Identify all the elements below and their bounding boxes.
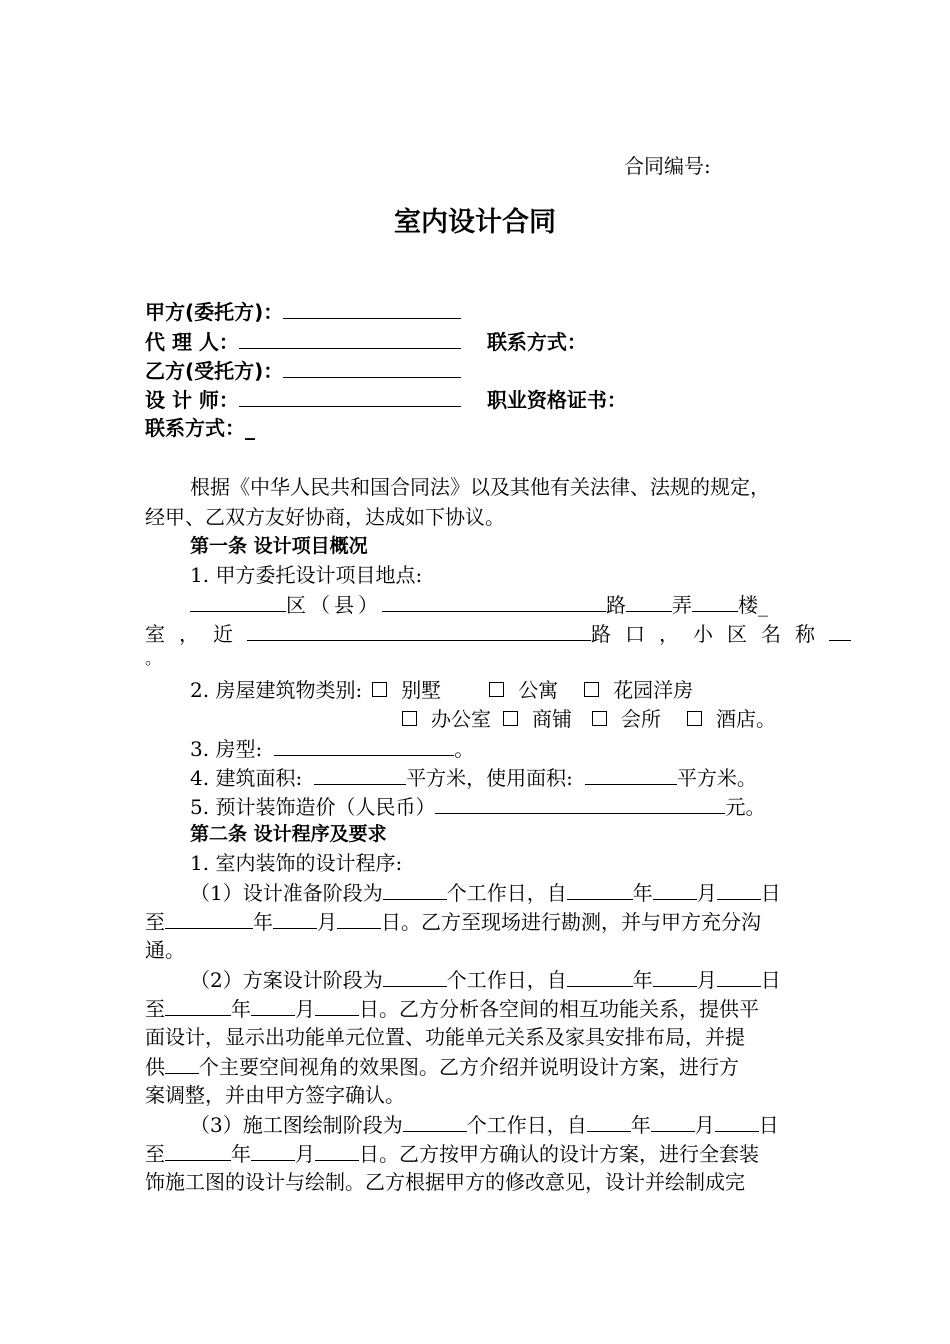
stage-1-end-day-blank xyxy=(337,906,381,929)
stage-3-label: （3）施工图绘制阶段为 xyxy=(190,1113,403,1137)
stage-2-row-3: 面设计，显示出功能单元位置、功能单元关系及家具安排布局，并提 xyxy=(145,1025,745,1049)
stage-2-days-blank xyxy=(383,964,447,987)
stage-3-end-month-label: 月 xyxy=(295,1142,315,1166)
stage-2-views-text: 个主要空间视角的效果图。乙方介绍并说明设计方案，进行方 xyxy=(199,1055,739,1079)
stage-2-to-label: 至 xyxy=(145,997,165,1021)
stage-2-start-year-blank xyxy=(567,964,633,987)
road-blank xyxy=(382,589,606,612)
party-b-blank xyxy=(283,355,461,378)
stage-3-year-label: 年 xyxy=(630,1113,651,1137)
stage-3-start-day-blank xyxy=(715,1109,759,1132)
designer-blank xyxy=(239,384,461,407)
stage-3-row-2 xyxy=(145,1138,759,1168)
garden-house-label: 花园洋房 xyxy=(613,678,694,702)
agent-blank xyxy=(239,326,461,349)
stage-1-days-blank xyxy=(383,877,447,900)
stage-1-days-label: 个工作日，自 xyxy=(446,881,567,905)
room-type-end: 。 xyxy=(454,737,475,761)
stage-2-year-label: 年 xyxy=(632,968,653,992)
villa-checkbox[interactable] xyxy=(372,682,387,697)
stage-2-label: （2）方案设计阶段为 xyxy=(190,968,383,992)
contact2-label: 联系方式：_ xyxy=(145,416,255,440)
building-area-blank xyxy=(314,762,406,785)
budget-unit: 元。 xyxy=(725,795,766,819)
article-2-item-1: 1. 室内装饰的设计程序: xyxy=(190,851,403,875)
agent-label: 代 理 人： xyxy=(145,330,239,354)
garden-house-checkbox[interactable] xyxy=(584,682,599,697)
stage-3-days-label: 个工作日，自 xyxy=(466,1113,587,1137)
stage-1-row-3: 通。 xyxy=(145,938,185,962)
party-b-row xyxy=(145,355,461,385)
stage-2-provide-label: 供 xyxy=(145,1055,165,1079)
building-type-label: 2. 房屋建筑物类别: xyxy=(190,678,363,702)
contract-number-label: 合同编号: xyxy=(624,154,711,178)
party-a-label: 甲方(委托方)： xyxy=(145,300,284,324)
lane-blank xyxy=(626,589,672,612)
address-end: 。 xyxy=(145,649,162,668)
article-2-heading: 第二条 设计程序及要求 xyxy=(190,823,387,845)
stage-3-day-label: 日 xyxy=(758,1113,779,1137)
intro-line-2: 经甲、乙双方友好协商，达成如下协议。 xyxy=(145,505,505,529)
stage-3-end-month-blank xyxy=(251,1138,295,1161)
stage-2-start-day-blank xyxy=(717,964,761,987)
stage-2-views-blank xyxy=(165,1051,199,1074)
stage-1-month-label: 月 xyxy=(696,881,717,905)
apartment-checkbox[interactable] xyxy=(489,682,504,697)
lane-label: 弄 xyxy=(672,593,692,617)
stage-1-tail: 日。乙方至现场进行勘测，并与甲方充分沟 xyxy=(381,910,761,934)
villa-label: 别墅 xyxy=(401,678,442,702)
stage-2-tail: 日。乙方分析各空间的相互功能关系，提供平 xyxy=(359,997,759,1021)
office-checkbox[interactable] xyxy=(402,711,417,726)
club-checkbox[interactable] xyxy=(592,711,607,726)
article-1-item-1: 1. 甲方委托设计项目地点: xyxy=(190,563,423,587)
area-unit: 平方米。 xyxy=(676,766,757,790)
stage-1-start-month-blank xyxy=(653,877,697,900)
stage-2-row-2 xyxy=(145,993,759,1023)
area-label: 4. 建筑面积: xyxy=(190,766,303,790)
hotel-checkbox[interactable] xyxy=(687,711,702,726)
stage-3-row-3: 饰施工图的设计与绘制。乙方根据甲方的修改意见，设计并绘制成完 xyxy=(145,1170,745,1194)
club-label: 会所 xyxy=(621,707,661,731)
usable-area-blank xyxy=(585,762,677,785)
stage-3-end-day-blank xyxy=(315,1138,359,1161)
stage-1-end-month-label: 月 xyxy=(317,910,337,934)
stage-1-end-month-blank xyxy=(273,906,317,929)
usable-area-label: 平方米，使用面积: xyxy=(406,766,573,790)
contact2-row xyxy=(145,413,255,443)
stage-1-start-year-blank xyxy=(567,877,633,900)
budget-blank xyxy=(435,791,725,814)
hotel-label: 酒店。 xyxy=(716,707,776,731)
designer-row xyxy=(145,384,627,414)
stage-2-month-label: 月 xyxy=(696,968,717,992)
stage-1-end-year-label: 年 xyxy=(253,910,273,934)
stage-3-end-year-blank xyxy=(165,1138,231,1161)
party-a-blank xyxy=(283,296,461,319)
shop-checkbox[interactable] xyxy=(503,711,518,726)
room-label: 室，近 xyxy=(145,622,247,646)
stage-3-to-label: 至 xyxy=(145,1142,165,1166)
address-row-2 xyxy=(145,618,851,648)
stage-2-row-1 xyxy=(190,964,781,994)
building-type-row-1 xyxy=(190,675,693,705)
stage-2-end-day-blank xyxy=(315,993,359,1016)
stage-1-label: （1）设计准备阶段为 xyxy=(190,881,383,905)
stage-1-year-label: 年 xyxy=(632,881,653,905)
room-type-blank xyxy=(274,733,454,756)
stage-2-end-year-blank xyxy=(165,993,231,1016)
stage-1-row-2 xyxy=(145,906,761,936)
agent-row xyxy=(145,326,587,356)
stage-2-end-month-label: 月 xyxy=(295,997,315,1021)
stage-3-row-1 xyxy=(190,1109,779,1139)
road-label: 路 xyxy=(606,593,626,617)
apartment-label: 公寓 xyxy=(518,678,559,702)
room-type-row xyxy=(190,733,474,763)
building-blank xyxy=(692,589,738,612)
contact-label: 联系方式： xyxy=(486,330,587,354)
room-type-label: 3. 房型: xyxy=(190,737,263,761)
stage-3-month-label: 月 xyxy=(694,1113,715,1137)
office-label: 办公室 xyxy=(431,707,491,731)
article-1-heading: 第一条 设计项目概况 xyxy=(190,535,368,557)
stage-2-end-month-blank xyxy=(251,993,295,1016)
district-label: 区（县） xyxy=(286,593,382,617)
stage-1-to-label: 至 xyxy=(145,910,165,934)
community-blank xyxy=(829,618,851,641)
budget-row xyxy=(190,791,765,821)
budget-label: 5. 预计装饰造价（人民币） xyxy=(190,795,436,819)
stage-3-start-month-blank xyxy=(651,1109,695,1132)
stage-3-days-blank xyxy=(403,1109,467,1132)
district-blank xyxy=(190,589,286,612)
near-blank xyxy=(247,618,591,641)
stage-1-start-day-blank xyxy=(717,877,761,900)
intersection-label: 路口，小区名称 xyxy=(591,622,829,646)
stage-1-row-1 xyxy=(190,877,781,907)
stage-2-day-label: 日 xyxy=(760,968,781,992)
intro-line-1: 根据《中华人民共和国合同法》以及其他有关法律、法规的规定， xyxy=(190,475,770,499)
stage-1-day-label: 日 xyxy=(760,881,781,905)
party-b-label: 乙方(受托方)： xyxy=(145,359,284,383)
address-row-1 xyxy=(190,589,768,619)
building-label: 楼_ xyxy=(738,593,768,617)
stage-3-tail: 日。乙方按甲方确认的设计方案，进行全套装 xyxy=(359,1142,759,1166)
cert-label: 职业资格证书： xyxy=(486,388,627,412)
stage-3-end-year-label: 年 xyxy=(231,1142,251,1166)
stage-2-start-month-blank xyxy=(653,964,697,987)
shop-label: 商铺 xyxy=(532,707,572,731)
stage-1-end-year-blank xyxy=(165,906,253,929)
building-type-row-2 xyxy=(402,704,776,734)
stage-3-start-year-blank xyxy=(587,1109,631,1132)
page-title: 室内设计合同 xyxy=(394,207,556,238)
stage-2-row-4 xyxy=(145,1051,739,1081)
designer-label: 设 计 师： xyxy=(145,388,239,412)
stage-2-row-5: 案调整，并由甲方签字确认。 xyxy=(145,1083,405,1107)
party-a-row xyxy=(145,296,461,326)
area-row xyxy=(190,762,757,792)
stage-2-end-year-label: 年 xyxy=(231,997,251,1021)
stage-2-days-label: 个工作日，自 xyxy=(446,968,567,992)
